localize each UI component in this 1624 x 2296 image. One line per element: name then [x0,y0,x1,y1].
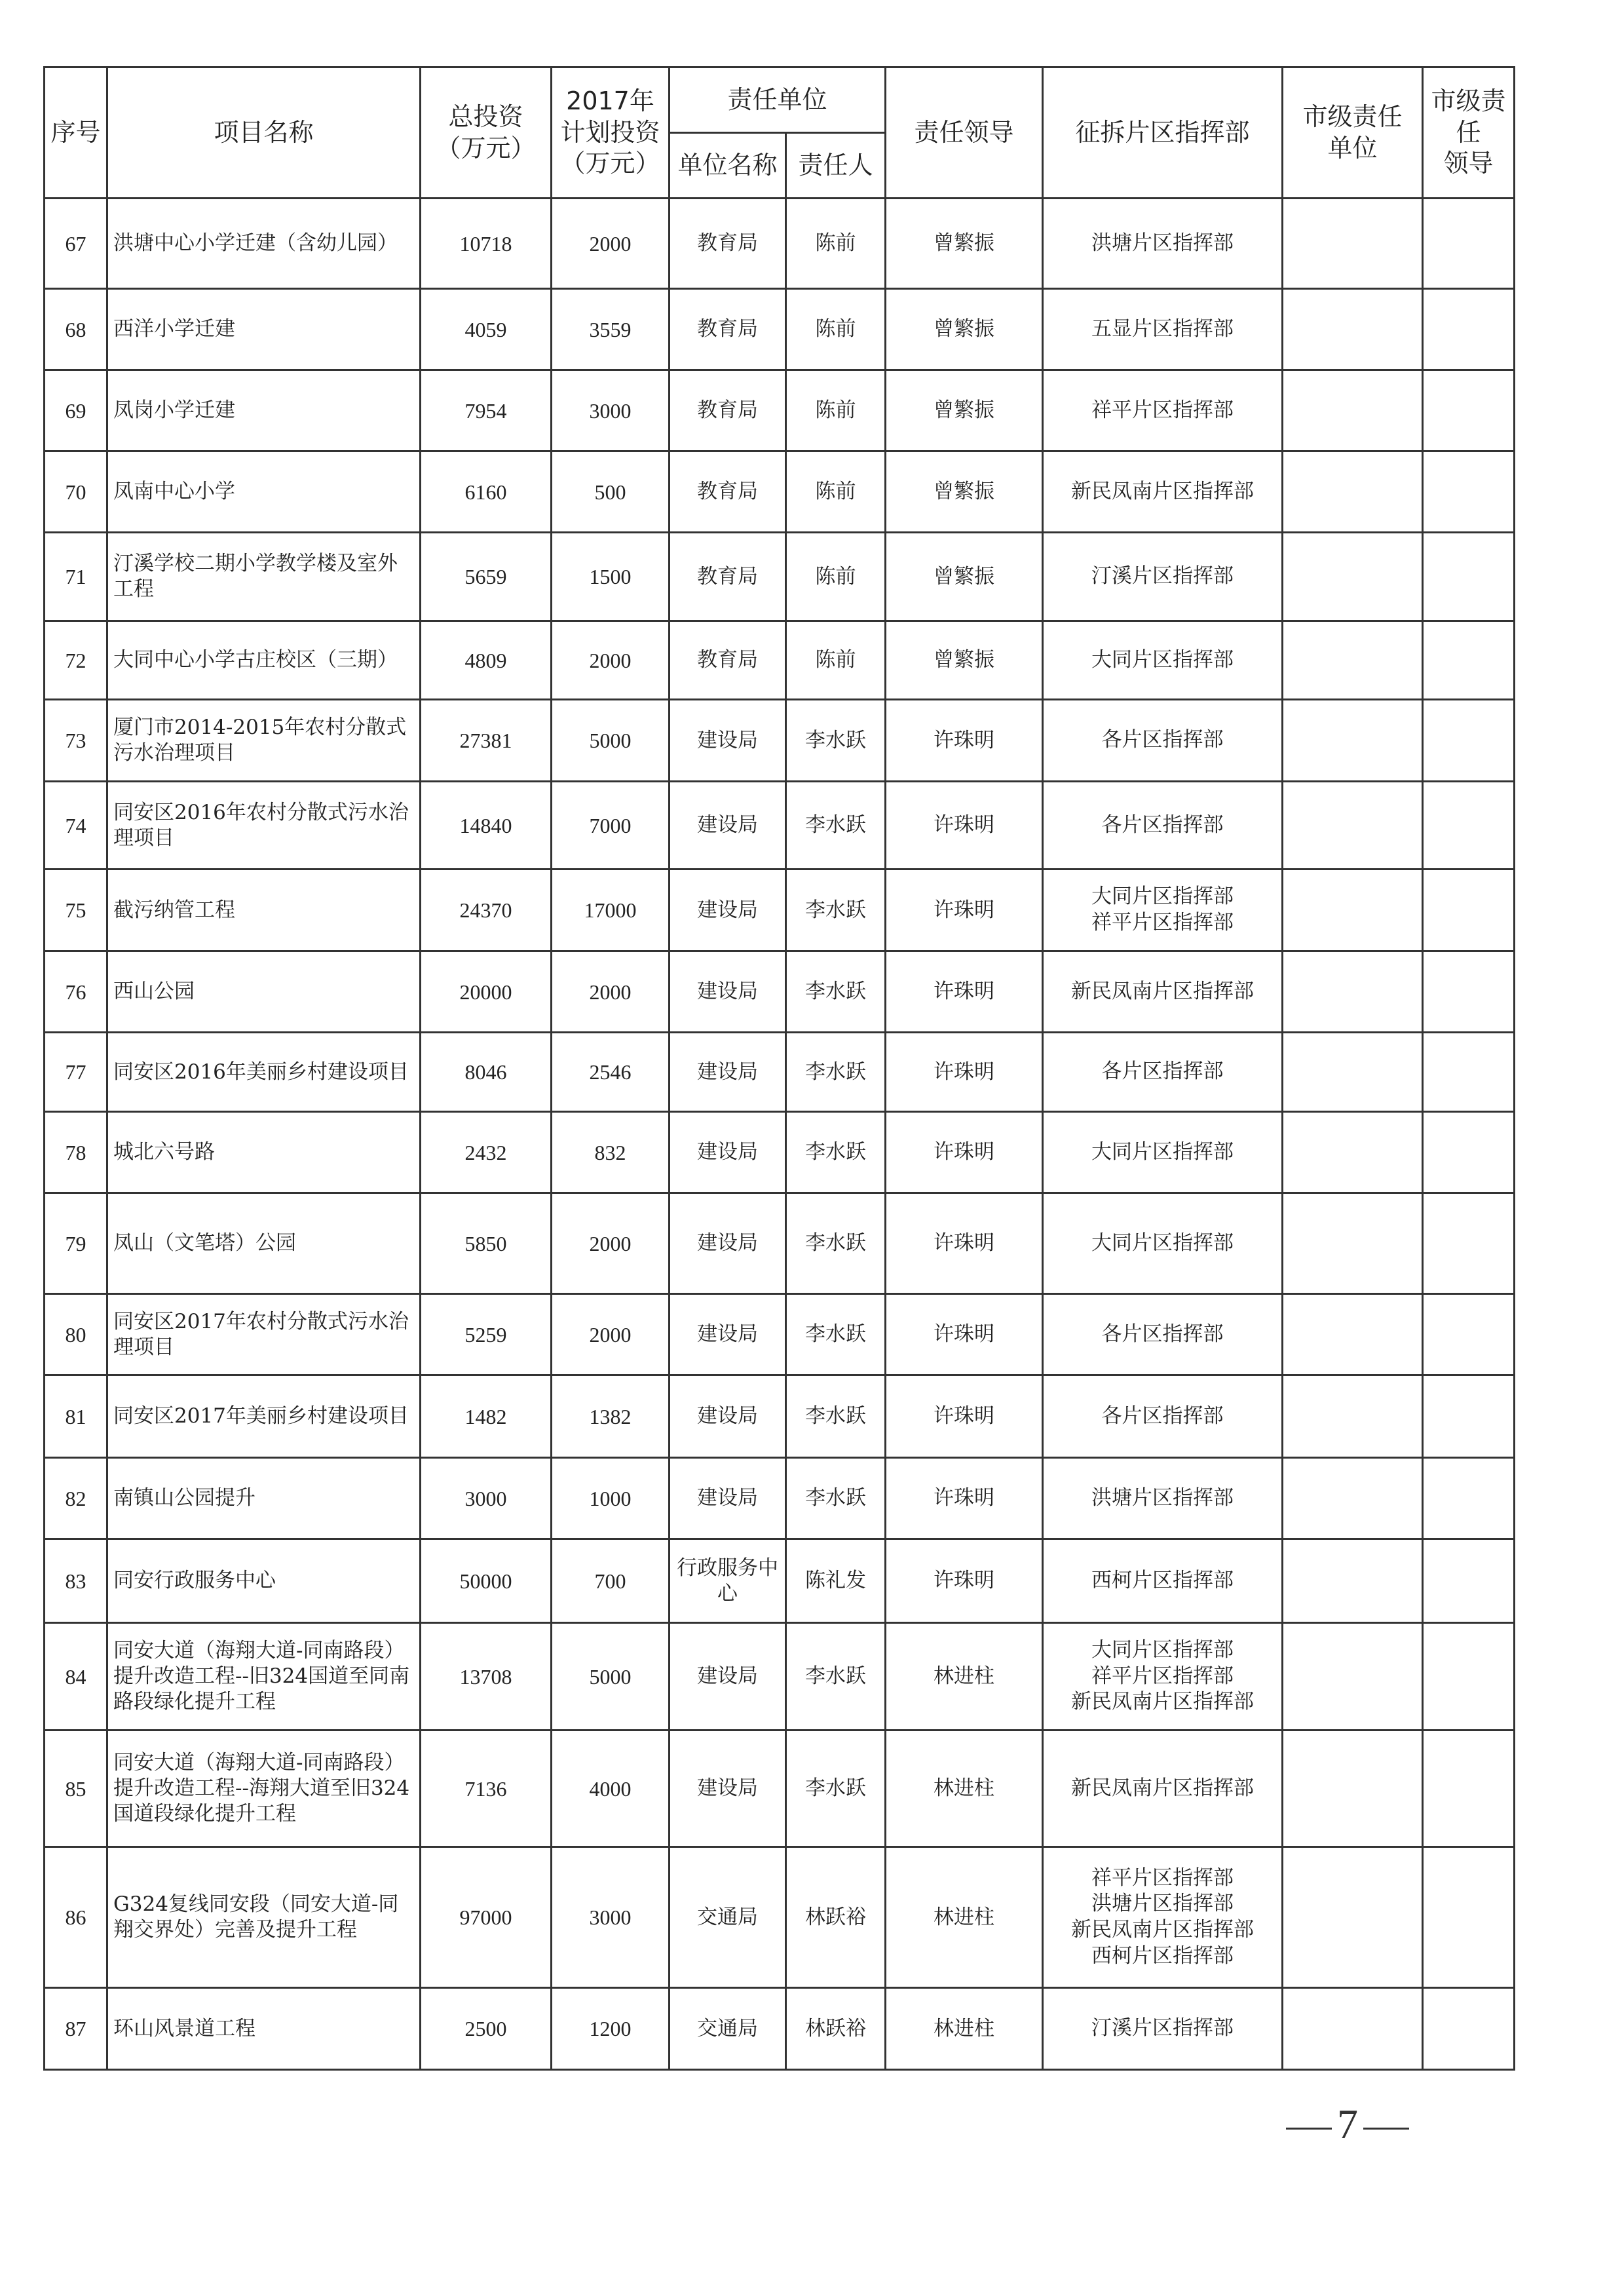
cell-city-unit [1283,700,1423,782]
cell-responsible-person: 陈前 [786,451,886,533]
table-row [45,1988,1515,2070]
cell-dept: 新民凤南片区指挥部 [1043,1731,1283,1847]
cell-project-name: 环山风景道工程 [107,1988,421,2070]
cell-project-name: 同安区2016年美丽乡村建设项目 [107,1033,421,1112]
cell-project-name: 大同中心小学古庄校区（三期） [107,621,421,700]
cell-unit-name: 建设局 [670,782,786,870]
header-plan: 2017年 计划投资 （万元） [552,67,670,199]
cell-plan-investment: 3559 [552,289,670,370]
cell-plan-investment: 2000 [552,1294,670,1375]
page-dash-right [1363,2128,1409,2130]
cell-project-name: 凤岗小学迁建 [107,370,421,451]
cell-unit-name: 教育局 [670,289,786,370]
cell-leader: 许珠明 [886,1294,1043,1375]
cell-unit-name: 交通局 [670,1988,786,2070]
cell-plan-investment: 17000 [552,870,670,951]
cell-project-name: 西山公园 [107,951,421,1033]
cell-seq: 72 [45,621,107,700]
project-table [43,66,1515,2071]
cell-total-investment: 5259 [421,1294,552,1375]
table-row [45,621,1515,700]
cell-responsible-person: 李水跃 [786,1375,886,1458]
cell-plan-investment: 700 [552,1539,670,1623]
cell-plan-investment: 1382 [552,1375,670,1458]
cell-total-investment: 6160 [421,451,552,533]
cell-city-leader [1423,370,1515,451]
cell-city-unit [1283,1193,1423,1294]
cell-seq: 74 [45,782,107,870]
cell-city-leader [1423,951,1515,1033]
cell-city-leader [1423,1375,1515,1458]
cell-seq: 67 [45,199,107,289]
cell-plan-investment: 3000 [552,1847,670,1988]
cell-dept: 各片区指挥部 [1043,1033,1283,1112]
cell-city-leader [1423,870,1515,951]
table-row [45,199,1515,289]
cell-unit-name: 建设局 [670,1458,786,1539]
cell-project-name: 西洋小学迁建 [107,289,421,370]
cell-city-leader [1423,1623,1515,1731]
cell-city-unit [1283,533,1423,621]
header-seq: 序号 [45,67,107,199]
cell-seq: 68 [45,289,107,370]
cell-plan-investment: 1500 [552,533,670,621]
table-row [45,1458,1515,1539]
cell-responsible-person: 李水跃 [786,870,886,951]
table-row [45,1731,1515,1847]
cell-city-leader [1423,1847,1515,1988]
cell-total-investment: 27381 [421,700,552,782]
cell-total-investment: 5850 [421,1193,552,1294]
cell-city-unit [1283,1539,1423,1623]
cell-seq: 86 [45,1847,107,1988]
cell-city-unit [1283,1988,1423,2070]
cell-responsible-person: 李水跃 [786,1112,886,1193]
cell-city-unit [1283,1375,1423,1458]
header-leader: 责任领导 [886,67,1043,199]
cell-plan-investment: 5000 [552,1623,670,1731]
cell-seq: 80 [45,1294,107,1375]
cell-plan-investment: 2000 [552,621,670,700]
cell-plan-investment: 1200 [552,1988,670,2070]
cell-city-leader [1423,621,1515,700]
table-row [45,1375,1515,1458]
cell-leader: 许珠明 [886,870,1043,951]
cell-city-unit [1283,782,1423,870]
cell-unit-name: 行政服务中心 [670,1539,786,1623]
cell-total-investment: 7954 [421,370,552,451]
cell-plan-investment: 2000 [552,1193,670,1294]
header-unit-group: 责任单位 [670,67,886,133]
cell-unit-name: 建设局 [670,1375,786,1458]
cell-responsible-person: 李水跃 [786,700,886,782]
cell-seq: 82 [45,1458,107,1539]
cell-total-investment: 24370 [421,870,552,951]
cell-project-name: 凤山（文笔塔）公园 [107,1193,421,1294]
cell-responsible-person: 林跃裕 [786,1988,886,2070]
cell-dept: 祥平片区指挥部 [1043,370,1283,451]
table-row [45,1539,1515,1623]
cell-seq: 83 [45,1539,107,1623]
page-number-text: 7 [1337,2101,1358,2147]
cell-city-leader [1423,1539,1515,1623]
cell-unit-name: 交通局 [670,1847,786,1988]
cell-project-name: 同安区2017年美丽乡村建设项目 [107,1375,421,1458]
cell-plan-investment: 2546 [552,1033,670,1112]
cell-dept: 各片区指挥部 [1043,782,1283,870]
cell-city-unit [1283,1623,1423,1731]
cell-leader: 许珠明 [886,700,1043,782]
cell-total-investment: 97000 [421,1847,552,1988]
cell-project-name: 同安区2016年农村分散式污水治理项目 [107,782,421,870]
cell-city-unit [1283,1458,1423,1539]
cell-total-investment: 2500 [421,1988,552,2070]
cell-project-name: G324复线同安段（同安大道-同翔交界处）完善及提升工程 [107,1847,421,1988]
cell-city-leader [1423,700,1515,782]
cell-responsible-person: 李水跃 [786,1623,886,1731]
cell-city-unit [1283,951,1423,1033]
cell-dept: 各片区指挥部 [1043,1375,1283,1458]
cell-total-investment: 5659 [421,533,552,621]
cell-leader: 曾繁振 [886,370,1043,451]
cell-seq: 85 [45,1731,107,1847]
cell-seq: 87 [45,1988,107,2070]
cell-seq: 79 [45,1193,107,1294]
cell-responsible-person: 林跃裕 [786,1847,886,1988]
cell-seq: 77 [45,1033,107,1112]
table-row [45,451,1515,533]
cell-project-name: 同安大道（海翔大道-同南路段）提升改造工程--海翔大道至旧324国道段绿化提升工程 [107,1731,421,1847]
cell-city-leader [1423,533,1515,621]
cell-responsible-person: 陈前 [786,533,886,621]
cell-unit-name: 建设局 [670,1112,786,1193]
cell-unit-name: 建设局 [670,1294,786,1375]
cell-leader: 林进柱 [886,1847,1043,1988]
cell-total-investment: 3000 [421,1458,552,1539]
cell-leader: 林进柱 [886,1731,1043,1847]
cell-unit-name: 建设局 [670,1033,786,1112]
cell-dept: 西柯片区指挥部 [1043,1539,1283,1623]
cell-total-investment: 8046 [421,1033,552,1112]
cell-dept: 大同片区指挥部 祥平片区指挥部 [1043,870,1283,951]
cell-city-leader [1423,451,1515,533]
cell-unit-name: 教育局 [670,621,786,700]
cell-responsible-person: 李水跃 [786,782,886,870]
table-row [45,1623,1515,1731]
cell-city-unit [1283,1112,1423,1193]
cell-leader: 曾繁振 [886,533,1043,621]
cell-city-unit [1283,199,1423,289]
cell-leader: 许珠明 [886,1112,1043,1193]
cell-leader: 曾繁振 [886,621,1043,700]
cell-responsible-person: 陈前 [786,621,886,700]
cell-city-unit [1283,370,1423,451]
header-total: 总投资 （万元） [421,67,552,199]
cell-project-name: 汀溪学校二期小学教学楼及室外工程 [107,533,421,621]
cell-city-leader [1423,782,1515,870]
table-row [45,1033,1515,1112]
cell-responsible-person: 李水跃 [786,1193,886,1294]
cell-city-leader [1423,199,1515,289]
cell-dept: 新民凤南片区指挥部 [1043,951,1283,1033]
cell-leader: 许珠明 [886,1458,1043,1539]
cell-city-leader [1423,1294,1515,1375]
cell-total-investment: 2432 [421,1112,552,1193]
cell-unit-name: 建设局 [670,951,786,1033]
cell-responsible-person: 李水跃 [786,1458,886,1539]
cell-city-unit [1283,1033,1423,1112]
cell-city-leader [1423,1033,1515,1112]
table-row [45,370,1515,451]
cell-city-unit [1283,870,1423,951]
cell-seq: 76 [45,951,107,1033]
cell-city-unit [1283,1294,1423,1375]
cell-unit-name: 建设局 [670,1193,786,1294]
cell-seq: 84 [45,1623,107,1731]
table-row [45,1112,1515,1193]
header-unit-name: 单位名称 [670,133,786,199]
header-person: 责任人 [786,133,886,199]
cell-unit-name: 建设局 [670,1623,786,1731]
cell-responsible-person: 李水跃 [786,1294,886,1375]
cell-dept: 祥平片区指挥部 洪塘片区指挥部 新民凤南片区指挥部 西柯片区指挥部 [1043,1847,1283,1988]
header-dept: 征拆片区指挥部 [1043,67,1283,199]
cell-plan-investment: 500 [552,451,670,533]
cell-project-name: 同安大道（海翔大道-同南路段）提升改造工程--旧324国道至同南路段绿化提升工程 [107,1623,421,1731]
cell-plan-investment: 832 [552,1112,670,1193]
cell-dept: 新民凤南片区指挥部 [1043,451,1283,533]
cell-seq: 81 [45,1375,107,1458]
cell-unit-name: 建设局 [670,700,786,782]
cell-city-unit [1283,289,1423,370]
cell-leader: 许珠明 [886,1539,1043,1623]
cell-dept: 五显片区指挥部 [1043,289,1283,370]
header-city-leader: 市级责任 领导 [1423,67,1515,199]
cell-seq: 69 [45,370,107,451]
cell-plan-investment: 3000 [552,370,670,451]
cell-dept: 大同片区指挥部 [1043,1193,1283,1294]
cell-plan-investment: 1000 [552,1458,670,1539]
table-row [45,1847,1515,1988]
cell-city-unit [1283,1847,1423,1988]
cell-unit-name: 教育局 [670,199,786,289]
cell-dept: 各片区指挥部 [1043,700,1283,782]
cell-project-name: 城北六号路 [107,1112,421,1193]
cell-leader: 林进柱 [886,1623,1043,1731]
cell-seq: 75 [45,870,107,951]
cell-city-unit [1283,621,1423,700]
cell-leader: 曾繁振 [886,451,1043,533]
table-row [45,700,1515,782]
cell-unit-name: 教育局 [670,370,786,451]
cell-unit-name: 教育局 [670,451,786,533]
page-number [1281,2100,1414,2149]
cell-project-name: 凤南中心小学 [107,451,421,533]
cell-project-name: 同安区2017年农村分散式污水治理项目 [107,1294,421,1375]
cell-plan-investment: 4000 [552,1731,670,1847]
cell-total-investment: 1482 [421,1375,552,1458]
cell-dept: 汀溪片区指挥部 [1043,533,1283,621]
page-dash-left [1286,2128,1332,2130]
cell-responsible-person: 陈前 [786,370,886,451]
cell-seq: 73 [45,700,107,782]
cell-dept: 各片区指挥部 [1043,1294,1283,1375]
cell-responsible-person: 李水跃 [786,1033,886,1112]
header-name: 项目名称 [107,67,421,199]
cell-leader: 林进柱 [886,1988,1043,2070]
table-row [45,1193,1515,1294]
cell-dept: 大同片区指挥部 [1043,621,1283,700]
cell-responsible-person: 陈前 [786,199,886,289]
cell-city-unit [1283,451,1423,533]
cell-responsible-person: 李水跃 [786,951,886,1033]
cell-leader: 许珠明 [886,1193,1043,1294]
cell-leader: 曾繁振 [886,199,1043,289]
cell-plan-investment: 2000 [552,199,670,289]
cell-project-name: 洪塘中心小学迁建（含幼儿园） [107,199,421,289]
cell-city-leader [1423,289,1515,370]
cell-leader: 许珠明 [886,1375,1043,1458]
cell-seq: 70 [45,451,107,533]
cell-unit-name: 建设局 [670,1731,786,1847]
cell-total-investment: 7136 [421,1731,552,1847]
cell-project-name: 截污纳管工程 [107,870,421,951]
cell-plan-investment: 5000 [552,700,670,782]
cell-total-investment: 4809 [421,621,552,700]
table-row [45,782,1515,870]
cell-city-leader [1423,1193,1515,1294]
cell-city-unit [1283,1731,1423,1847]
cell-project-name: 厦门市2014-2015年农村分散式污水治理项目 [107,700,421,782]
table-row [45,289,1515,370]
cell-seq: 78 [45,1112,107,1193]
cell-leader: 曾繁振 [886,289,1043,370]
cell-dept: 洪塘片区指挥部 [1043,1458,1283,1539]
table-row [45,870,1515,951]
cell-leader: 许珠明 [886,1033,1043,1112]
table-row [45,1294,1515,1375]
cell-seq: 71 [45,533,107,621]
cell-total-investment: 14840 [421,782,552,870]
cell-city-leader [1423,1731,1515,1847]
cell-responsible-person: 李水跃 [786,1731,886,1847]
cell-plan-investment: 2000 [552,951,670,1033]
cell-project-name: 南镇山公园提升 [107,1458,421,1539]
cell-dept: 汀溪片区指挥部 [1043,1988,1283,2070]
cell-city-leader [1423,1988,1515,2070]
table-row [45,533,1515,621]
cell-total-investment: 20000 [421,951,552,1033]
cell-city-leader [1423,1112,1515,1193]
cell-dept: 洪塘片区指挥部 [1043,199,1283,289]
cell-responsible-person: 陈前 [786,289,886,370]
cell-responsible-person: 陈礼发 [786,1539,886,1623]
cell-total-investment: 4059 [421,289,552,370]
header-city-unit: 市级责任 单位 [1283,67,1423,199]
cell-total-investment: 50000 [421,1539,552,1623]
cell-leader: 许珠明 [886,951,1043,1033]
cell-leader: 许珠明 [886,782,1043,870]
cell-dept: 大同片区指挥部 [1043,1112,1283,1193]
cell-project-name: 同安行政服务中心 [107,1539,421,1623]
cell-plan-investment: 7000 [552,782,670,870]
cell-total-investment: 10718 [421,199,552,289]
cell-total-investment: 13708 [421,1623,552,1731]
cell-unit-name: 教育局 [670,533,786,621]
cell-dept: 大同片区指挥部 祥平片区指挥部 新民凤南片区指挥部 [1043,1623,1283,1731]
table-row [45,951,1515,1033]
cell-city-leader [1423,1458,1515,1539]
table-body [45,199,1515,2070]
cell-unit-name: 建设局 [670,870,786,951]
